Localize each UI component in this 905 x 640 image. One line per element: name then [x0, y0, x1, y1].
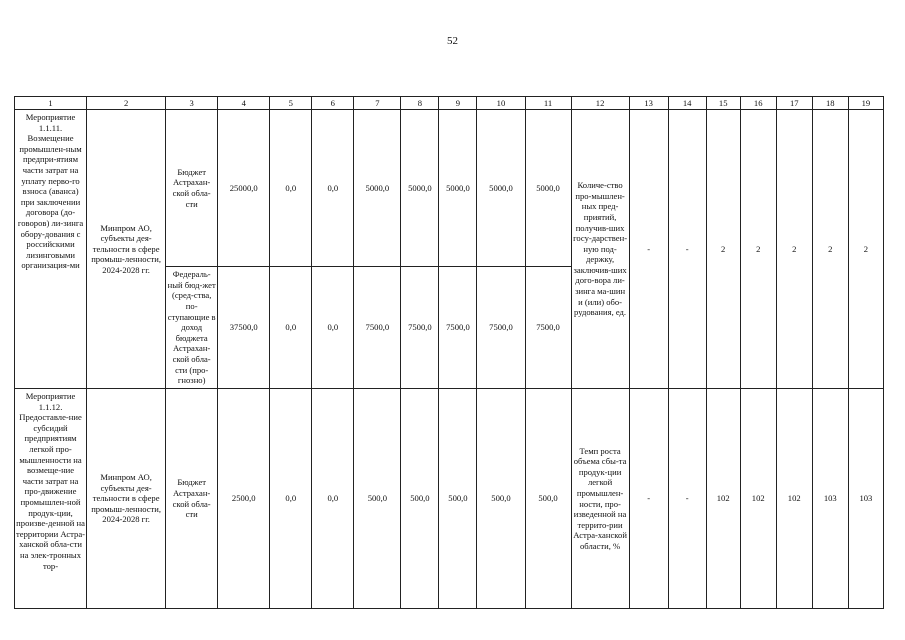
funding-source-cell: Бюджет Астрахан-ской обла-сти [166, 110, 218, 267]
funding-source-cell: Бюджет Астрахан-ской обла-сти [166, 389, 218, 609]
program-table [14, 96, 884, 609]
header-cell: 4 [218, 97, 270, 110]
header-cell: 14 [668, 97, 706, 110]
header-cell: 11 [525, 97, 571, 110]
indicator-value-cell: - [629, 389, 668, 609]
measure-cell: Мероприятие 1.1.11. Возмещение промышлен-ным предпри-ятиям части затрат на уплату перво-го взноса (аванса) при заключении договора (до-говоров) ли-зинга обору-дования с российскими лизинговыми организация-ми [15, 110, 87, 389]
indicator-value-cell: - [629, 110, 668, 389]
measure-cell: Мероприятие 1.1.12. Предоставле-ние субсидий предприятиям легкой про-мышленности на возмеще-ние части затрат на про-движение промышлен-ной продук-ции, произве-денной на территории Астра-ханской обла-сти на элек-тронных тор- [15, 389, 87, 609]
indicator-value-cell: 2 [812, 110, 848, 389]
header-cell: 2 [87, 97, 166, 110]
header-cell: 17 [776, 97, 812, 110]
header-cell: 8 [401, 97, 439, 110]
indicator-value-cell: 2 [776, 110, 812, 389]
indicator-value-cell: 103 [812, 389, 848, 609]
value-cell: 37500,0 [218, 267, 270, 389]
executor-cell: Минпром АО, субъекты дея-тельности в сфере промыш-ленности, 2024-2028 гг. [87, 389, 166, 609]
header-cell: 3 [166, 97, 218, 110]
value-cell: 0,0 [312, 267, 354, 389]
executor-cell: Минпром АО, субъекты дея-тельности в сфере промыш-ленности, 2024-2028 гг. [87, 110, 166, 389]
value-cell: 0,0 [270, 389, 312, 609]
header-cell: 1 [15, 97, 87, 110]
value-cell: 7500,0 [354, 267, 401, 389]
value-cell: 0,0 [270, 110, 312, 267]
value-cell: 7500,0 [477, 267, 525, 389]
value-cell: 500,0 [477, 389, 525, 609]
indicator-value-cell: 2 [740, 110, 776, 389]
value-cell: 0,0 [270, 267, 312, 389]
header-cell: 16 [740, 97, 776, 110]
indicator-cell: Темп роста объема сбы-та продук-ции легкой промышлен-ности, про-изведенной на террито-рии Астра-ханской области, % [571, 389, 629, 609]
value-cell: 7500,0 [401, 267, 439, 389]
value-cell: 500,0 [525, 389, 571, 609]
header-cell: 18 [812, 97, 848, 110]
value-cell: 500,0 [354, 389, 401, 609]
value-cell: 2500,0 [218, 389, 270, 609]
header-cell: 10 [477, 97, 525, 110]
indicator-cell: Количе-ство про-мышлен-ных пред-приятий, получив-ших госу-дарствен-ную под-держку, заключив-ших дого-вора ли-зинга ма-шин и (или) обо-рудования, ед. [571, 110, 629, 389]
indicator-value-cell: 102 [740, 389, 776, 609]
indicator-value-cell: - [668, 110, 706, 389]
value-cell: 0,0 [312, 110, 354, 267]
indicator-value-cell: 2 [706, 110, 740, 389]
indicator-value-cell: 102 [776, 389, 812, 609]
value-cell: 5000,0 [439, 110, 477, 267]
header-cell: 15 [706, 97, 740, 110]
header-cell: 5 [270, 97, 312, 110]
value-cell: 5000,0 [401, 110, 439, 267]
value-cell: 7500,0 [525, 267, 571, 389]
page-number: 52 [447, 35, 458, 47]
value-cell: 5000,0 [525, 110, 571, 267]
header-cell: 13 [629, 97, 668, 110]
value-cell: 7500,0 [439, 267, 477, 389]
funding-source-cell: Федераль-ный бюд-жет (сред-ства, по-ступающие в доход бюджета Астрахан-ской обла-сти (про-гнозно) [166, 267, 218, 389]
indicator-value-cell: 102 [706, 389, 740, 609]
indicator-value-cell: 103 [848, 389, 883, 609]
header-cell: 6 [312, 97, 354, 110]
table-row [15, 110, 884, 267]
header-cell: 9 [439, 97, 477, 110]
header-cell: 7 [354, 97, 401, 110]
header-cell: 12 [571, 97, 629, 110]
header-cell: 19 [848, 97, 883, 110]
table-row [15, 389, 884, 609]
indicator-value-cell: - [668, 389, 706, 609]
value-cell: 5000,0 [354, 110, 401, 267]
value-cell: 5000,0 [477, 110, 525, 267]
header-row [15, 97, 884, 110]
indicator-value-cell: 2 [848, 110, 883, 389]
value-cell: 0,0 [312, 389, 354, 609]
value-cell: 25000,0 [218, 110, 270, 267]
value-cell: 500,0 [439, 389, 477, 609]
value-cell: 500,0 [401, 389, 439, 609]
